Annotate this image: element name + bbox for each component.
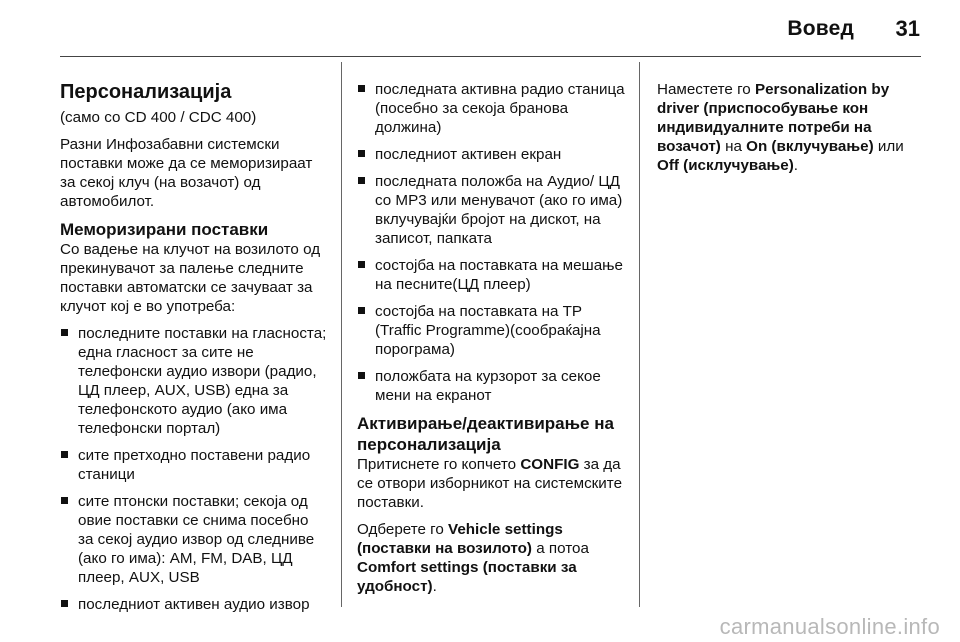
personalization-label: Personalization by driver (приспособување кон индивидуалните потреби на возачот) [657,81,890,155]
section-heading-memorized: Меморизирани поставки [60,220,269,239]
list-item: состојба на поставката на мешање на песните(ЦД плеер) [357,256,627,294]
main-heading: Персонализација [60,81,232,103]
column-divider-2 [639,62,640,607]
page-number: 31 [895,16,920,41]
list-item: последните поставки на гласноста; една гласност за сите не телефонски аудио извори (радио, ЦД плеер, AUX, USB) една за телефонското аудио (ако има телефонски портал) [60,324,328,438]
bullet-icon [61,497,68,504]
bullet-icon [61,600,68,607]
config-paragraph: Притиснете го копчето CONFIG за да се отвори изборникот на системските поставки. [357,456,623,511]
comfort-settings-label: Comfort settings (поставки за удобност) [357,559,577,595]
config-key: CONFIG [520,456,580,473]
column-3 [657,80,923,183]
watermark: carmanualsonline.info [719,614,940,639]
list-item: последниот активен аудио извор [60,595,328,614]
bullet-icon [358,307,365,314]
bullet-icon [358,85,365,92]
on-label: On (вклучување) [746,138,874,155]
list-item: положбата на курзорот за секое мени на екранот [357,367,627,405]
bullet-icon [61,329,68,336]
bullet-list-1 [60,324,328,614]
bullet-icon [358,150,365,157]
intro-paragraph: Разни Инфозабавни системски поставки може да се меморизираат за секој клуч (на возачот) од автомобилот. [60,136,313,210]
personalization-paragraph: Наместете го Personalization by driver (приспособување кон индивидуалните потреби на возачот) на On (вклучување) или Off (исклучување). [657,81,904,174]
bullet-icon [61,451,68,458]
select-paragraph: Одберете го Vehicle settings (поставки на возилото) а потоа Comfort settings (поставки за удобност). [357,521,589,595]
column-1 [60,80,328,622]
list-item: сите претходно поставени радио станици [60,446,328,484]
subtitle: (само со CD 400 / CDC 400) [60,109,257,126]
list-item: последниот активен екран [357,145,627,164]
column-2 [357,80,627,604]
section-title: Вовед [787,17,854,40]
bullet-icon [358,261,365,268]
vehicle-settings-label: Vehicle settings (поставки на возилото) [357,521,563,557]
header-rule [60,56,921,57]
page-header [0,0,960,56]
off-label: Off (исклучување) [657,157,794,174]
list-item: состојба на поставката на TP (Traffic Programme)(сообраќајна порограма) [357,302,627,359]
bullet-icon [358,177,365,184]
section-paragraph: Со вадење на клучот на возилото од прекинувачот за палење следните поставки автоматски се зачуваат за клучот кој е во употреба: [60,241,321,315]
column-divider-1 [341,62,342,607]
list-item: последната активна радио станица (посебно за секоја бранова должина) [357,80,627,137]
list-item: последната положба на Аудио/ ЦД со MP3 или менувачот (ако го има) вклучувајќи бројот на дискот, на записот, папката [357,172,627,248]
section-heading-activation: Активирање/деактивирање на персонализација [357,414,614,454]
list-item: сите птонски поставки; секоја од овие поставки се снима посебно за секој аудио извор од следниве (ако го има): AM, FM, DAB, ЦД плеер, AUX, USB [60,492,328,587]
bullet-icon [358,372,365,379]
bullet-list-2 [357,80,627,405]
